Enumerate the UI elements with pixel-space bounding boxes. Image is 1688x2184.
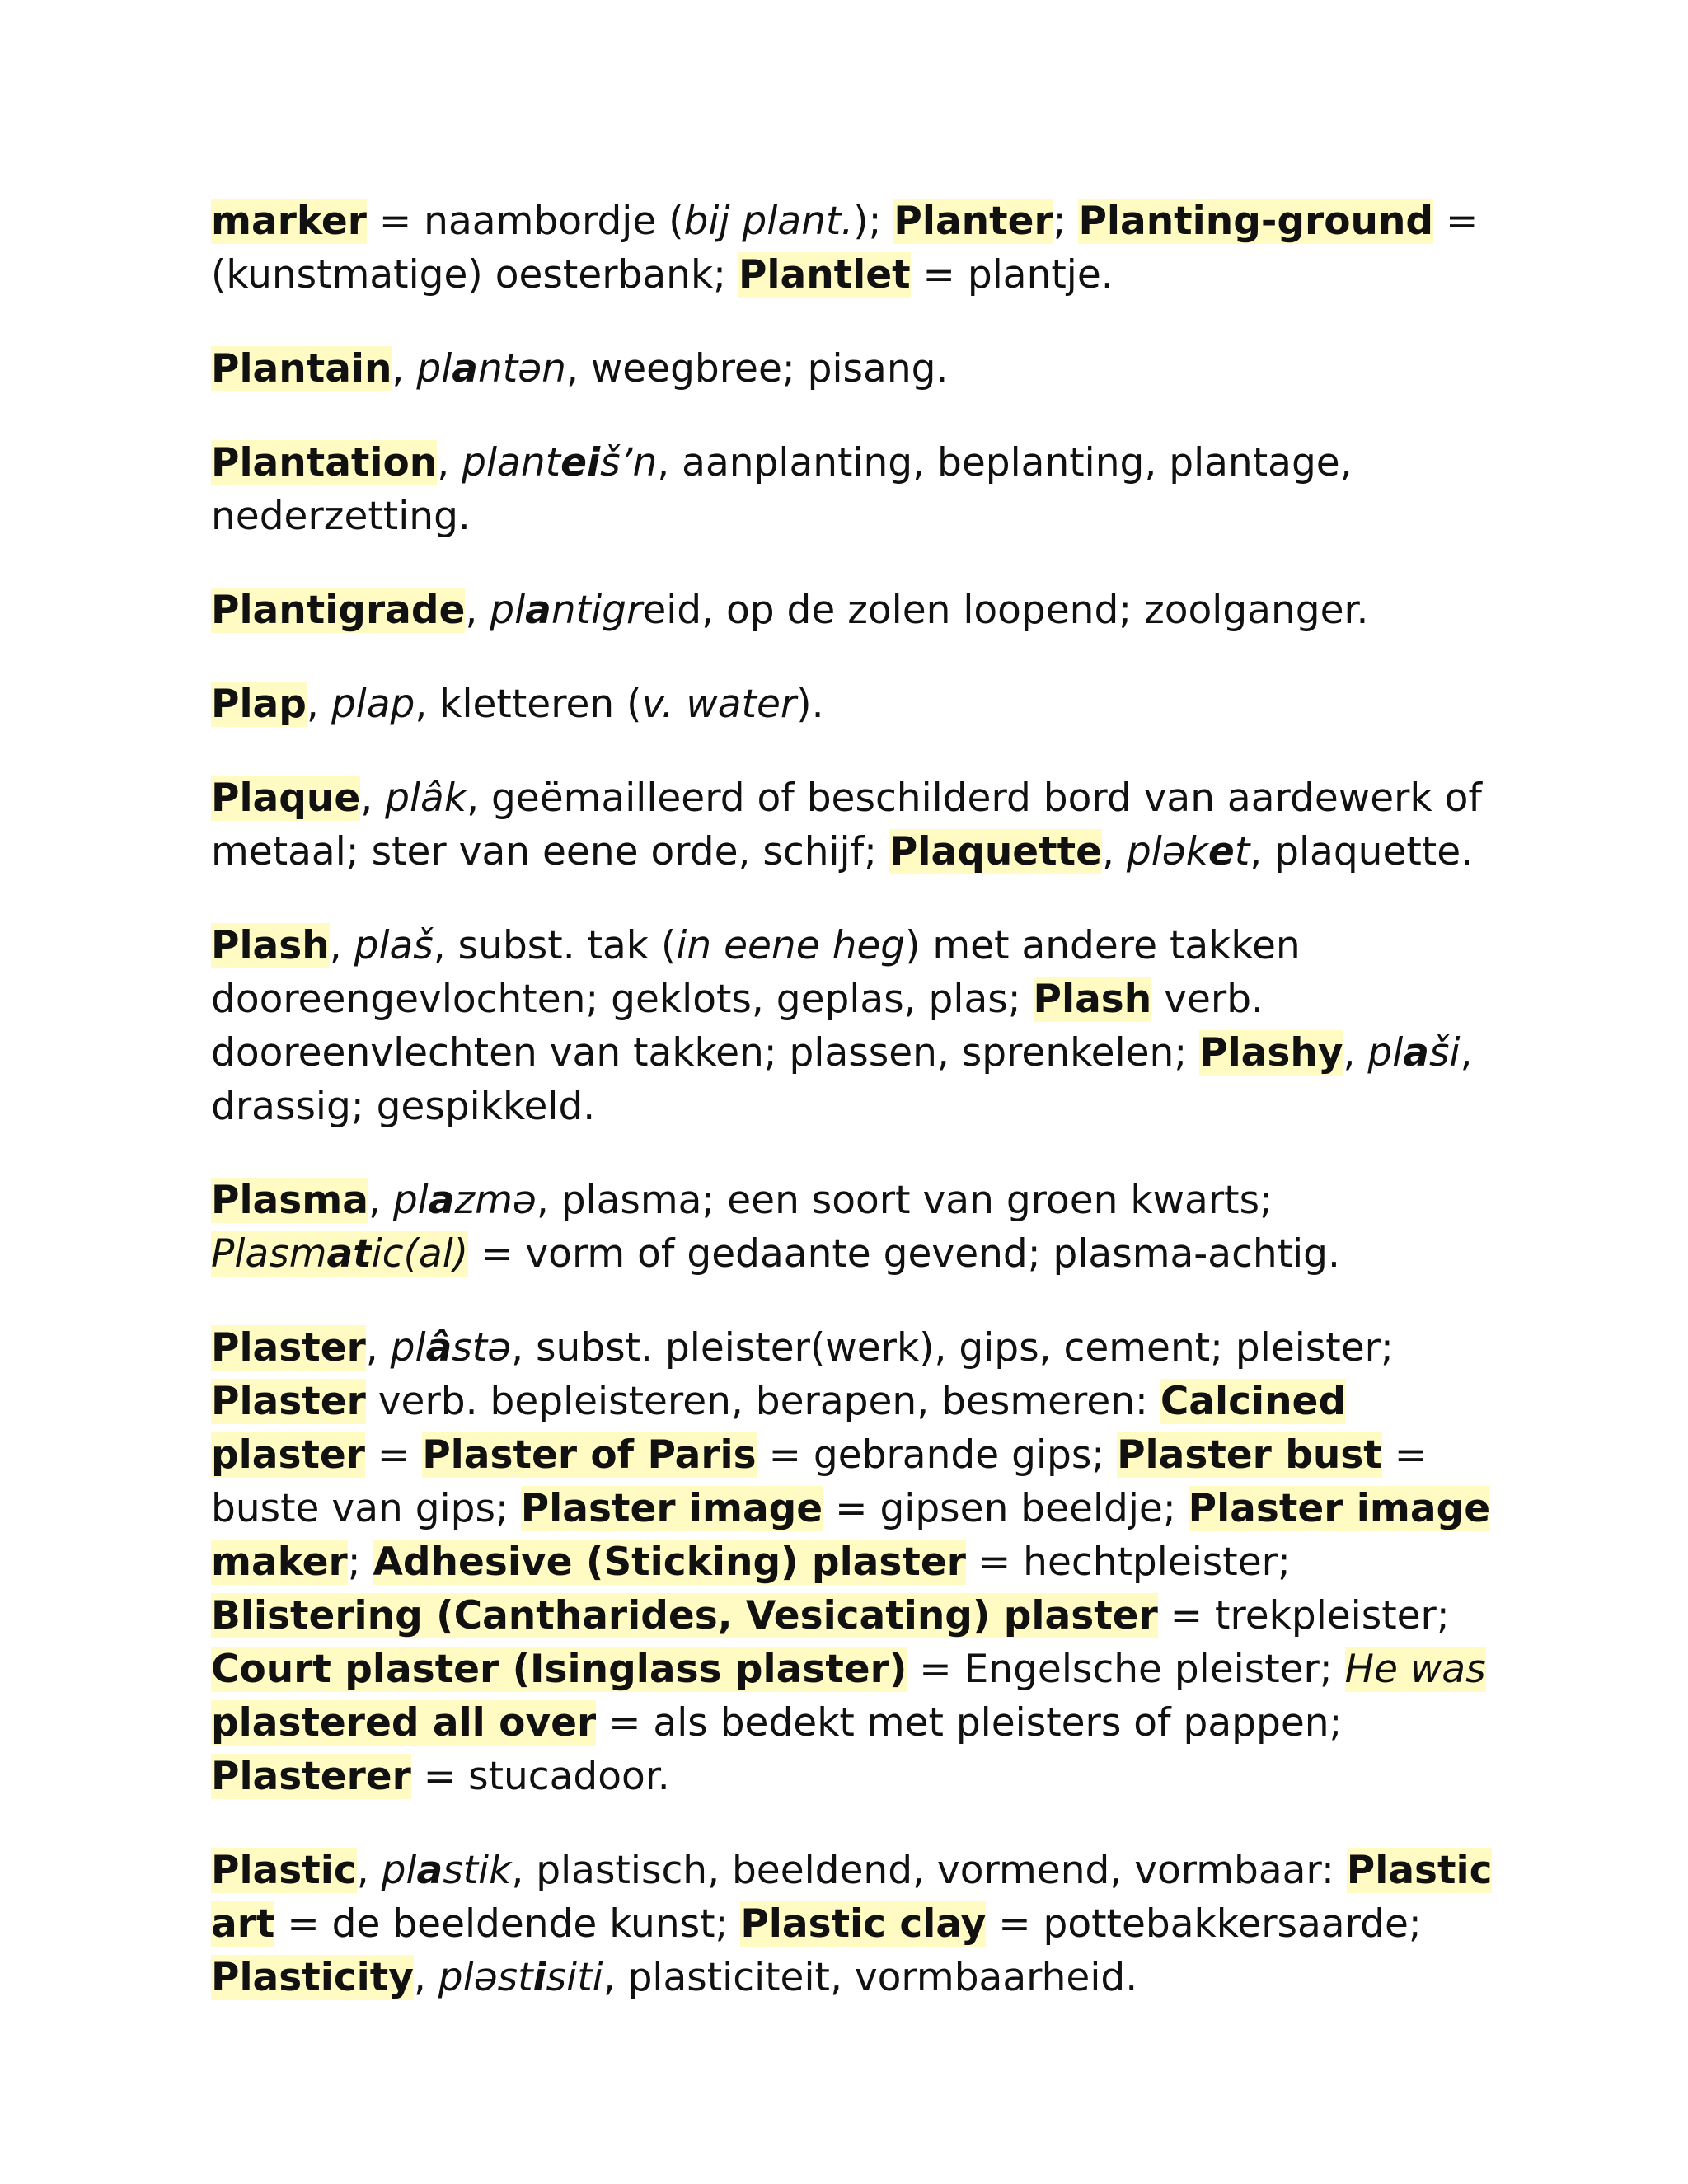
pronunciation: a <box>525 588 551 633</box>
entry-text: verb. dooreenvlechten van takken; plassen, sprenkelen; <box>211 977 1264 1076</box>
entry-text: = als bedekt met pleisters of pappen; <box>596 1700 1343 1746</box>
entry-text: , op de zolen loopend; zoolganger. <box>701 588 1369 633</box>
entry-text: , <box>465 588 490 633</box>
pronunciation: i <box>532 1955 546 2000</box>
headword: Plaster <box>211 1325 366 1371</box>
pronunciation: ntigr <box>551 588 643 633</box>
dictionary-entry <box>211 583 1497 637</box>
pronunciation: a <box>416 1848 443 1893</box>
pronunciation: siti <box>546 1955 603 2000</box>
entry-text: , <box>1343 1030 1368 1076</box>
dictionary-entry <box>211 436 1497 543</box>
headword: Plaquette <box>889 829 1102 874</box>
headword: Plasticity <box>211 1955 414 2000</box>
entry-text: = gebrande gips; <box>756 1432 1118 1478</box>
entry-text: , subst. pleister(werk), gips, cement; pleister; <box>511 1325 1394 1371</box>
entry-text: ; <box>347 1540 373 1585</box>
pronunciation: pl <box>390 1325 426 1371</box>
headword: Adhesive (Sticking) plaster <box>373 1540 966 1585</box>
dictionary-entry <box>211 1321 1497 1803</box>
headword: Plaster bust <box>1117 1432 1382 1478</box>
entry-text: , <box>360 776 386 821</box>
pronunciation: in eene heg <box>676 923 906 968</box>
entry-text: = vorm of gedaante gevend; plasma-achtig. <box>468 1231 1340 1277</box>
headword: Plantigrade <box>211 588 466 633</box>
pronunciation: plâk <box>385 776 467 821</box>
entry-text: = stucadoor. <box>410 1754 670 1799</box>
headword: Plasma <box>211 1178 368 1223</box>
entry-text: = buste van gips; <box>211 1432 1428 1531</box>
entry-text: , <box>437 440 462 485</box>
entry-text: , <box>365 1325 391 1371</box>
entry-text: , <box>1102 829 1127 874</box>
headword: Court plaster (Isinglass plaster) <box>211 1647 907 1692</box>
entry-text: = gipsen beeldje; <box>823 1486 1189 1531</box>
entry-text: = de beeldende kunst; <box>274 1901 741 1947</box>
entry-text: verb. bepleisteren, berapen, besmeren: <box>365 1379 1160 1424</box>
headword: Plashy <box>1199 1030 1343 1076</box>
dictionary-page <box>211 194 1497 2045</box>
entry-text: , <box>392 346 417 391</box>
headword: marker <box>211 199 367 244</box>
pronunciation: â <box>425 1325 452 1371</box>
headword: Plap <box>211 682 307 727</box>
headword: He was <box>1344 1647 1486 1692</box>
headword: Plantlet <box>738 252 911 298</box>
entry-text: , kletteren ( <box>415 682 642 727</box>
headword: Plaster image <box>520 1486 823 1531</box>
pronunciation: plaš <box>354 923 434 968</box>
pronunciation: pl <box>416 346 452 391</box>
headword: Planter <box>893 199 1053 244</box>
headword: Planting-ground <box>1078 199 1434 244</box>
entry-text: , plasticiteit, vormbaarheid. <box>603 1955 1138 2000</box>
headword: plastered all over <box>211 1700 597 1746</box>
entry-text: = Engelsche pleister; <box>907 1647 1345 1692</box>
headword: Plaster image maker <box>211 1486 1491 1585</box>
pronunciation: pl <box>490 588 526 633</box>
pronunciation: pl <box>381 1848 417 1893</box>
entry-text: ). <box>796 682 824 727</box>
entry-text: = plantje. <box>910 252 1114 298</box>
entry-text: ) met andere takken dooreengevlochten; geklots, geplas, plas; <box>211 923 1301 1022</box>
headword: Plastic art <box>211 1848 1493 1947</box>
headword: Plantation <box>211 440 438 485</box>
entry-text: , plastisch, beeldend, vormend, vormbaar: <box>511 1848 1347 1893</box>
entry-text: , <box>368 1178 393 1223</box>
headword: Plastic clay <box>740 1901 987 1947</box>
entry-text: , aanplanting, beplanting, plantage, nederzetting. <box>211 440 1353 539</box>
entry-text: , <box>329 923 354 968</box>
headword: Plantain <box>211 346 392 391</box>
pronunciation: bij plant. <box>683 199 854 244</box>
dictionary-entry <box>211 1174 1497 1281</box>
entry-text: = (kunstmatige) oesterbank; <box>211 199 1479 298</box>
headword: at <box>326 1231 372 1277</box>
pronunciation: pl <box>1367 1030 1404 1076</box>
entry-text: ); <box>853 199 894 244</box>
headword: Plash <box>1033 977 1152 1022</box>
entry-text: ; <box>1053 199 1079 244</box>
entry-text: , <box>356 1848 382 1893</box>
entry-text: , weegbree; pisang. <box>565 346 949 391</box>
entry-text: = hechtpleister; <box>965 1540 1291 1585</box>
pronunciation: stə <box>452 1325 512 1371</box>
entry-text: , geëmailleerd of beschilderd bord van aardewerk of metaal; ster van eene orde, schijf; <box>211 776 1482 874</box>
entry-text: = naambordje ( <box>366 199 684 244</box>
pronunciation: plap <box>331 682 415 727</box>
dictionary-entry <box>211 1844 1497 2004</box>
entry-text: = <box>364 1432 423 1478</box>
pronunciation: v. water <box>641 682 797 727</box>
pronunciation: ntən <box>478 346 566 391</box>
pronunciation: t <box>1234 829 1250 874</box>
pronunciation: ei <box>560 440 601 485</box>
headword: Plastic <box>211 1848 357 1893</box>
dictionary-entry <box>211 194 1497 302</box>
entry-text: = trekpleister; <box>1157 1593 1450 1638</box>
dictionary-entry <box>211 771 1497 879</box>
pronunciation: plant <box>462 440 561 485</box>
dictionary-entry <box>211 677 1497 731</box>
entry-text: = pottebakkersaarde; <box>986 1901 1422 1947</box>
headword: Blistering (Cantharides, Vesicating) plaster <box>211 1593 1158 1638</box>
headword: Plaster of Paris <box>422 1432 757 1478</box>
pronunciation: ši <box>1429 1030 1461 1076</box>
headword: ic(al) <box>371 1231 469 1277</box>
entry-text: , <box>306 682 331 727</box>
dictionary-entry <box>211 342 1497 396</box>
headword: Plasm <box>211 1231 327 1277</box>
pronunciation: plək <box>1126 829 1208 874</box>
pronunciation: a <box>1403 1030 1429 1076</box>
pronunciation: a <box>428 1178 455 1223</box>
pronunciation: stik <box>443 1848 512 1893</box>
pronunciation: pl <box>392 1178 429 1223</box>
headword: Plaque <box>211 776 361 821</box>
entry-text: , plasma; een soort van groen kwarts; <box>536 1178 1273 1223</box>
headword: Plash <box>211 923 330 968</box>
entry-text: , plaquette. <box>1250 829 1474 874</box>
entry-text: , <box>413 1955 438 2000</box>
headword: Plaster <box>211 1379 366 1424</box>
pronunciation: a <box>452 346 479 391</box>
pronunciation: e <box>1207 829 1235 874</box>
pronunciation: zmə <box>454 1178 537 1223</box>
headword: Calcined plaster <box>211 1379 1347 1478</box>
pronunciation: š’n <box>600 440 658 485</box>
entry-text: , drassig; gespikkeld. <box>211 1030 1473 1129</box>
entry-text: , subst. tak ( <box>433 923 677 968</box>
headword: Plasterer <box>211 1754 411 1799</box>
dictionary-entry <box>211 919 1497 1133</box>
entry-text: eid <box>642 588 702 633</box>
pronunciation: pləst <box>438 1955 533 2000</box>
